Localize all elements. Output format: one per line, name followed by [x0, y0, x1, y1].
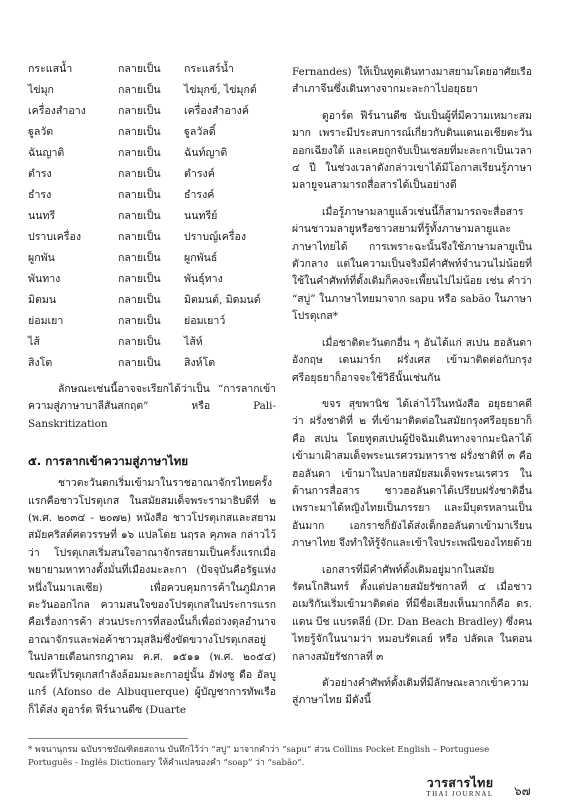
footnote: * พจนานุกรม ฉบับราชบัณฑิตยสถาน บันทึกไว้ว่า “สบู่” มาจากคำว่า “sapu” ส่วน Collins Pocket English – Portuguese Português - Inglês Dictionary ให้คำแปลของคำ “soap” ว่า “sabão”. [28, 745, 490, 768]
left-column [28, 58, 276, 719]
became-label: กลายเป็น [118, 189, 161, 201]
word-row [28, 226, 276, 247]
page-number: ๖๗ [514, 784, 531, 798]
original-word: ผูกพัน [28, 252, 55, 264]
word-list-table [28, 58, 276, 373]
footnote-divider [28, 738, 188, 739]
original-word: เครื่องสำอาง [28, 105, 86, 117]
right-column [292, 64, 532, 719]
altered-spelling: พันธุ์ทาง [184, 273, 223, 285]
altered-spelling: กระแสร์น้ำ [184, 63, 234, 75]
word-row [28, 331, 276, 352]
became-label: กลายเป็น [118, 336, 161, 348]
altered-spelling: นนทรีย์ [184, 210, 218, 222]
right-paragraph-4: เมื่อชาติตะวันตกอื่น ๆ อันได้แก่ สเปน ฮอลันดาอังกฤษ เดนมาร์ก ฝรั่งเศส เข้ามาติดต่อกับกรุงศรีอยุธยาก็อาจจะใช้วิธีนั้นเช่นกัน [292, 336, 532, 384]
word-row [28, 163, 276, 184]
section-body-paragraph: ชาวตะวันตกเริ่มเข้ามาในราชอาณาจักรไทยครั้งแรกคือชาวโปรตุเกส ในสมัยสมเด็จพระรามาธิบดีที่ ๒ (พ.ศ. ๒๐๓๔ - ๒๐๗๒) หนังสือ ชาวโปรตุเกสและสยาม สมัยคริสต์ศตวรรษที่ ๑๖ แปลโดย นฤรล คุภพล กล่าวไว้ว่า โปรตุเกสเริ่มสนใจอาณาจักรสยามเป็นครั้งแรกเมื่อพยายามหาทางตั้งมั่นที่เมืองมะละกา (ปัจจุบันคือรัฐแห่งหนึ่งในมาเลเซีย) เพื่อควบคุมการค้าในภูมิภาคตะวันออกไกล ความสนใจของโปรตุเกสในประการแรกคือเรื่องการค้า ส่วนประการที่สองนั้นก็เพื่อถ่วงดุลอำนาจอาณาจักรและพ่อค้าชาวมุสลิมซึ่งขัดขวางโปรตุเกสอยู่ ในปลายเดือนกรกฎาคม ค.ศ. ๑๕๑๑ (พ.ศ. ๒๐๕๔) ขณะที่โปรตุเกสกำลังล้อมมะละกาอยู่นั้น อัฟงซู ดือ อัลบูแกร์ (Afonso de Albuquerque) ผู้บัญชาการทัพเรือก็ได้ส่ง ดูอาร์ต ฟีร์นานดีซ (Duarte [28, 477, 276, 716]
altered-spelling: ฐูลวัลดิ์ [184, 126, 216, 138]
altered-spelling: ปราบญ์เครื่อง [184, 231, 247, 243]
journal-subtitle: THAI JOURNAL [426, 790, 494, 798]
original-word: ฐูลวัต [28, 126, 54, 138]
original-word: นนทรี [28, 210, 56, 222]
became-label: กลายเป็น [118, 147, 161, 159]
word-row [28, 184, 276, 205]
right-paragraph-1: Fernandes) ให้เป็นทูตเดินทางมาสยามโดยอาศัยเรือสำเภาจีนซึ่งเดินทางจากมะละกาไปอยุธยา [292, 66, 532, 96]
original-word: สิงโต [28, 357, 53, 369]
altered-spelling: มิตมนต์, มิดมนต์ [184, 294, 261, 306]
became-label: กลายเป็น [118, 231, 161, 243]
original-word: มิตมน [28, 294, 57, 306]
journal-logo [412, 776, 508, 799]
altered-spelling: เครื่องสำอางค์ [184, 105, 249, 117]
original-word: ไข่มุก [28, 84, 54, 96]
became-label: กลายเป็น [118, 105, 161, 117]
original-word: ปราบเครื่อง [28, 231, 82, 243]
original-word: ฉันญาติ [28, 147, 65, 159]
became-label: กลายเป็น [118, 294, 161, 306]
pali-sanskritization-note: ลักษณะเช่นนี้อาจจะเรียกได้ว่าเป็น “การลากเข้าความสู่ภาษาบาลีสันสกฤต” หรือ Pali-Sanskritization [28, 383, 276, 430]
original-word: ตำรง [28, 168, 52, 180]
original-word: พันทาง [28, 273, 61, 285]
word-row [28, 79, 276, 100]
word-row [28, 142, 276, 163]
right-paragraph-6: เอกสารที่มีคำศัพท์ดั้งเดิมอยู่มากในสมัยรัตนโกสินทร์ ตั้งแต่ปลายสมัยรัชกาลที่ ๔ เมื่อชาวอเมริกันเริ่มเข้ามาติดต่อ ที่มีชื่อเสียงเห็นมากก็คือ ดร. แดน บีช แบรดลีย์ (Dr. Dan Beach Bradley) ซึ่งคนไทยรู้จักในนามว่า หมอบรัดเลย์ หรือ ปลัดเล ในตอนกลางสมัยรัชกาลที่ ๓ [292, 563, 532, 663]
altered-spelling: ผูกพันธ์ [184, 252, 218, 264]
right-paragraph-3: เมื่อรู้ภาษามลายูแล้วเช่นนี้ก็สามารถจะสื่อสารผ่านชาวมลายูหรือชาวสยามที่รู้ทั้งภาษามลายูและภาษาไทยได้ การเพราะฉะนั้นจึงใช้ภาษามลายูเป็นตัวกลาง แต่ในความเป็นจริงมีคำศัพท์จำนวนไม่น้อยที่ใช้ในคำศัพท์ที่ดั้งเดิมก็คงจะเพี้ยนไปไม่น้อย เช่น คำว่า “สบู่” ในภาษาไทยมาจาก sapu หรือ sabão ในภาษาโปรตุเกส* [292, 205, 532, 323]
altered-spelling: ไส้ห์ [184, 336, 203, 348]
right-paragraph-7: ตัวอย่างคำศัพท์ดั้งเดิมที่มีลักษณะลากเข้าความสู่ภาษาไทย มีดังนี้ [292, 677, 529, 707]
became-label: กลายเป็น [118, 63, 161, 75]
word-row [28, 58, 276, 79]
word-row [28, 121, 276, 142]
right-paragraph-2: ดูอาร์ต ฟีร์นานดีซ นับเป็นผู้ที่มีความเหมาะสมมาก เพราะมีประสบการณ์เกี่ยวกับดินแดนเอเชียตะวันออกเฉียงใต้ และเคยถูกจับเป็นเชลยที่มะละกาเป็นเวลา ๔ ปี ในช่วงเวลาดังกล่าวเขาได้มีโอกาสเรียนรู้ภาษามลายูจนสามารถสื่อสารได้เป็นอย่างดี [292, 109, 532, 192]
became-label: กลายเป็น [118, 126, 161, 138]
right-paragraph-5: ขจร สุขพานิช ได้เล่าไว้ในหนังสือ อยุธยาคดี ว่า ฝรั่งชาติที่ ๒ ที่เข้ามาติดต่อในสมัยกรุงศรีอยุธยาก็คือ สเปน โดยทูตสเปนผู้ปัจฉิมเดินทางจากมะนิลาได้เข้ามาเฝ้าสมเด็จพระนเรศวรมหาราช ฝรั่งชาติที่ ๓ คือ ฮอลันดา เข้ามาในปลายสมัยสมเด็จพระนเรศวร ในด้านการสื่อสาร ชาวฮอลันดาได้เปรียบฝรั่งชาติอื่นเพราะมาได้หญิงไทยเป็นภรรยา และมีบุตรหลานเป็นอันมาก เอกราชก็ยังได้ส่งเด็กฮอลันดาเข้ามาเรียนภาษาไทย จึงทำให้รู้จักและเข้าใจประเพณีของไทยด้วย [292, 397, 532, 550]
altered-spelling: ไข่มุกข์, ไข่มุกต์ [184, 84, 257, 96]
altered-spelling: ย่อมเยาว์ [184, 315, 226, 327]
section-heading: ๕. การลากเข้าความสู่ภาษาไทย [28, 454, 189, 469]
became-label: กลายเป็น [118, 252, 161, 264]
original-word: ธำรง [28, 189, 52, 201]
original-word: ไส้ [28, 336, 40, 348]
word-row [28, 352, 276, 373]
altered-spelling: สิงห์โต [184, 357, 216, 369]
became-label: กลายเป็น [118, 357, 161, 369]
became-label: กลายเป็น [118, 315, 161, 327]
word-row [28, 289, 276, 310]
altered-spelling: ตำรงค์ [184, 168, 215, 180]
altered-spelling: ฉันท์ญาติ [184, 147, 228, 159]
became-label: กลายเป็น [118, 84, 161, 96]
word-row [28, 100, 276, 121]
became-label: กลายเป็น [118, 210, 161, 222]
became-label: กลายเป็น [118, 168, 161, 180]
altered-spelling: ธำรงค์ [184, 189, 215, 201]
original-word: ย่อมเยา [28, 315, 64, 327]
became-label: กลายเป็น [118, 273, 161, 285]
word-row [28, 268, 276, 289]
word-row [28, 247, 276, 268]
word-row [28, 205, 276, 226]
journal-name: วารสารไทย [426, 775, 494, 790]
original-word: กระแสน้ำ [28, 63, 73, 75]
word-row [28, 310, 276, 331]
